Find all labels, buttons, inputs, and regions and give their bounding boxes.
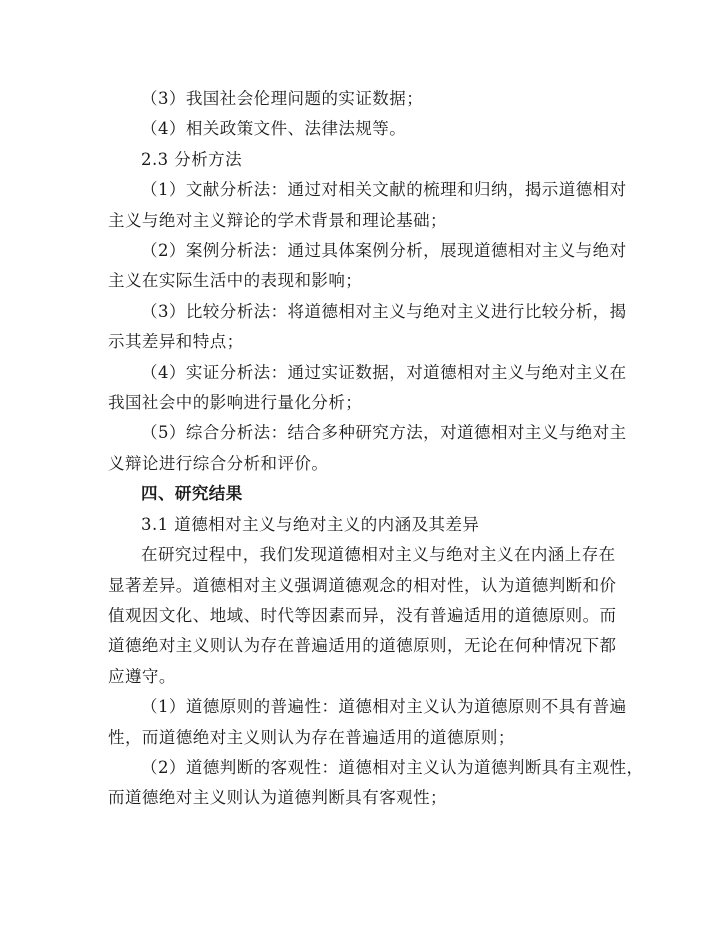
- text-line: 主义与绝对主义辩论的学术背景和理论基础；: [108, 210, 447, 230]
- text-line: 我国社会中的影响进行量化分析；: [108, 393, 363, 413]
- text-line: 主义在实际生活中的表现和影响；: [108, 271, 363, 291]
- text-line: （3）比较分析法：将道德相对主义与绝对主义进行比较分析，揭: [141, 301, 627, 321]
- text-line: 道德绝对主义则认为存在普遍适用的道德原则，无论在何种情况下都: [108, 636, 617, 656]
- text-line: （4）相关政策文件、法律法规等。: [141, 119, 407, 139]
- text-line: （5）综合分析法：结合多种研究方法，对道德相对主义与绝对主: [141, 423, 627, 443]
- text-line: （1）道德原则的普遍性：道德相对主义认为道德原则不具有普遍: [141, 697, 627, 717]
- section-heading-4: 四、研究结果: [141, 484, 243, 504]
- text-line: 值观因文化、地域、时代等因素而异，没有普遍适用的道德原则。而: [108, 605, 617, 625]
- section-heading-3-1: 3.1 道德相对主义与绝对主义的内涵及其差异: [141, 514, 480, 534]
- text-line: 在研究过程中，我们发现道德相对主义与绝对主义在内涵上存在: [141, 545, 616, 565]
- document-body: [108, 84, 644, 814]
- text-line: （2）案例分析法：通过具体案例分析，展现道德相对主义与绝对: [141, 241, 627, 261]
- text-line: 显著差异。道德相对主义强调道德观念的相对性，认为道德判断和价: [108, 575, 617, 595]
- text-line: （1）文献分析法：通过对相关文献的梳理和归纳，揭示道德相对: [141, 180, 627, 200]
- text-line: 义辩论进行综合分析和评价。: [108, 453, 329, 473]
- text-line: 示其差异和特点；: [108, 332, 244, 352]
- text-line: （2）道德判断的客观性：道德相对主义认为道德判断具有主观性，: [141, 757, 644, 777]
- text-line: 性，而道德绝对主义则认为存在普遍适用的道德原则；: [108, 727, 515, 747]
- text-line: 而道德绝对主义则认为道德判断具有客观性；: [108, 788, 447, 808]
- text-line: （3）我国社会伦理问题的实证数据；: [141, 89, 424, 108]
- text-line: 应遵守。: [108, 666, 176, 686]
- section-heading-2-3: 2.3 分析方法: [141, 149, 243, 169]
- text-line: （4）实证分析法：通过实证数据，对道德相对主义与绝对主义在: [141, 362, 627, 382]
